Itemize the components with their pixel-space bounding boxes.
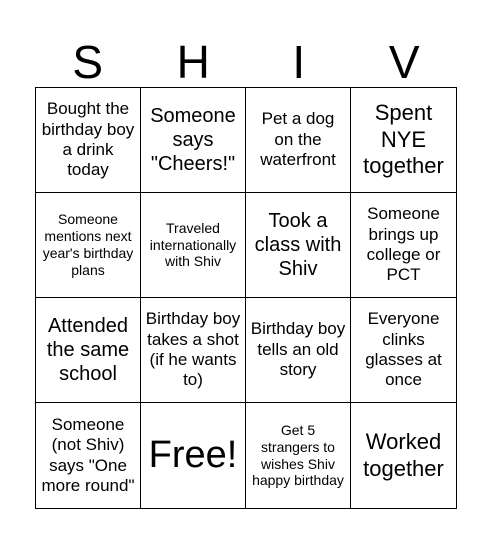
bingo-cell[interactable]: Everyone clinks glasses at once [351,298,456,403]
bingo-header [35,36,457,88]
bingo-cell[interactable]: Spent NYE together [351,88,456,193]
header-letter-s: S [72,36,104,88]
bingo-cell[interactable]: Someone says "Cheers!" [141,88,246,193]
bingo-cell[interactable]: Took a class with Shiv [246,193,351,298]
free-space-cell[interactable]: Free! [141,403,246,508]
header-letter-v: V [388,36,420,88]
bingo-cell[interactable]: Someone mentions next year's birthday plans [36,193,141,298]
bingo-cell[interactable]: Birthday boy tells an old story [246,298,351,403]
bingo-grid [35,87,457,509]
bingo-cell[interactable]: Someone (not Shiv) says "One more round" [36,403,141,508]
bingo-cell[interactable]: Traveled internationally with Shiv [141,193,246,298]
bingo-cell[interactable]: Bought the birthday boy a drink today [36,88,141,193]
bingo-cell[interactable]: Someone brings up college or PCT [351,193,456,298]
bingo-cell[interactable]: Birthday boy takes a shot (if he wants to) [141,298,246,403]
header-letter-i: I [292,36,306,88]
bingo-cell[interactable]: Worked together [363,429,444,481]
bingo-cell[interactable]: Get 5 strangers to wishes Shiv happy birthday [246,403,351,508]
header-letter-h: H [176,36,210,88]
bingo-cell[interactable]: Attended the same school [36,298,141,403]
bingo-cell[interactable]: Pet a dog on the waterfront [246,88,351,193]
